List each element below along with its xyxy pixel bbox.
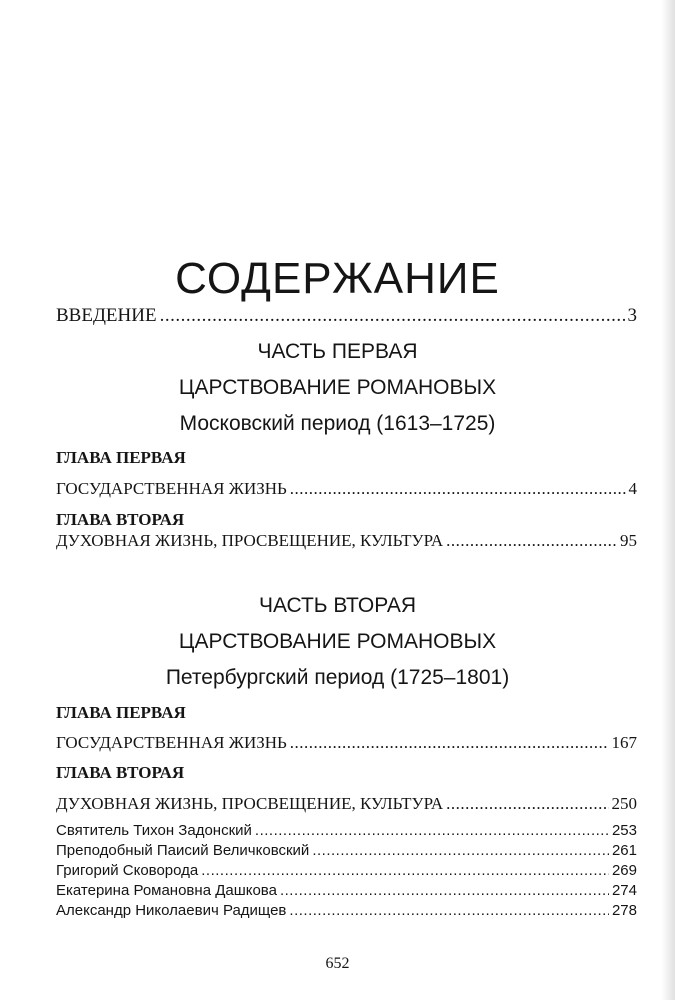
toc-row-chapter[interactable]	[56, 794, 637, 814]
chapter-heading: ГЛАВА ПЕРВАЯ	[56, 703, 186, 722]
toc-label: Преподобный Паисий Величковский	[56, 842, 310, 859]
toc-row-subsection[interactable]	[56, 822, 637, 839]
toc-leader	[160, 305, 625, 327]
toc-row-chapter[interactable]	[56, 733, 637, 753]
toc-leader	[446, 794, 608, 814]
toc-leader	[255, 822, 609, 839]
toc-label: Екатерина Романовна Дашкова	[56, 882, 277, 899]
toc-page-number: 253	[611, 822, 637, 839]
toc-label: Григорий Сковорода	[56, 862, 199, 879]
toc-label: ГОСУДАРСТВЕННАЯ ЖИЗНЬ	[56, 733, 287, 752]
toc-label: ВВЕДЕНИЕ	[56, 305, 157, 326]
toc-page-number: 261	[611, 842, 637, 859]
page-edge-shadow	[661, 0, 675, 1000]
chapter-heading: ГЛАВА ВТОРАЯ	[56, 763, 185, 782]
toc-page-number: 167	[611, 733, 637, 752]
toc-row-chapter[interactable]	[56, 479, 637, 499]
toc-page-number: 269	[611, 862, 637, 879]
toc-label: Александр Николаевич Радищев	[56, 902, 287, 919]
toc-row-intro[interactable]	[56, 305, 637, 327]
toc-label: ДУХОВНАЯ ЖИЗНЬ, ПРОСВЕЩЕНИЕ, КУЛЬТУРА	[56, 794, 444, 813]
part-title: ЦАРСТВОВАНИЕ РОМАНОВЫХ	[178, 376, 497, 399]
chapter-heading: ГЛАВА ПЕРВАЯ	[56, 448, 186, 467]
toc-page-number: 278	[611, 902, 637, 919]
page-title: СОДЕРЖАНИЕ	[175, 254, 500, 304]
chapter-heading: ГЛАВА ВТОРАЯ	[56, 510, 185, 529]
toc-page-number: 250	[611, 794, 637, 813]
part-period: Петербургский период (1725–1801)	[165, 666, 510, 689]
toc-row-subsection[interactable]	[56, 842, 637, 859]
toc-label: ДУХОВНАЯ ЖИЗНЬ, ПРОСВЕЩЕНИЕ, КУЛЬТУРА	[56, 531, 444, 550]
toc-page-number: 3	[627, 305, 637, 326]
toc-page-number: 274	[611, 882, 637, 899]
toc-row-subsection[interactable]	[56, 882, 637, 899]
toc-leader	[201, 862, 609, 879]
toc-label: Святитель Тихон Задонский	[56, 822, 252, 839]
page-number: 652	[325, 955, 350, 972]
toc-row-subsection[interactable]	[56, 862, 637, 879]
toc-leader	[290, 479, 626, 499]
part-label: ЧАСТЬ ВТОРАЯ	[258, 594, 417, 617]
toc-leader	[280, 882, 609, 899]
part-label: ЧАСТЬ ПЕРВАЯ	[257, 340, 418, 363]
toc-leader	[289, 902, 609, 919]
part-title: ЦАРСТВОВАНИЕ РОМАНОВЫХ	[178, 630, 497, 653]
toc-leader	[312, 842, 609, 859]
toc-leader	[446, 531, 617, 551]
toc-row-chapter[interactable]	[56, 531, 637, 551]
toc-page-number: 95	[620, 531, 637, 550]
toc-page-number: 4	[628, 479, 637, 498]
toc-label: ГОСУДАРСТВЕННАЯ ЖИЗНЬ	[56, 479, 287, 498]
toc-row-subsection[interactable]	[56, 902, 637, 919]
part-period: Московский период (1613–1725)	[179, 412, 496, 435]
toc-leader	[290, 733, 609, 753]
